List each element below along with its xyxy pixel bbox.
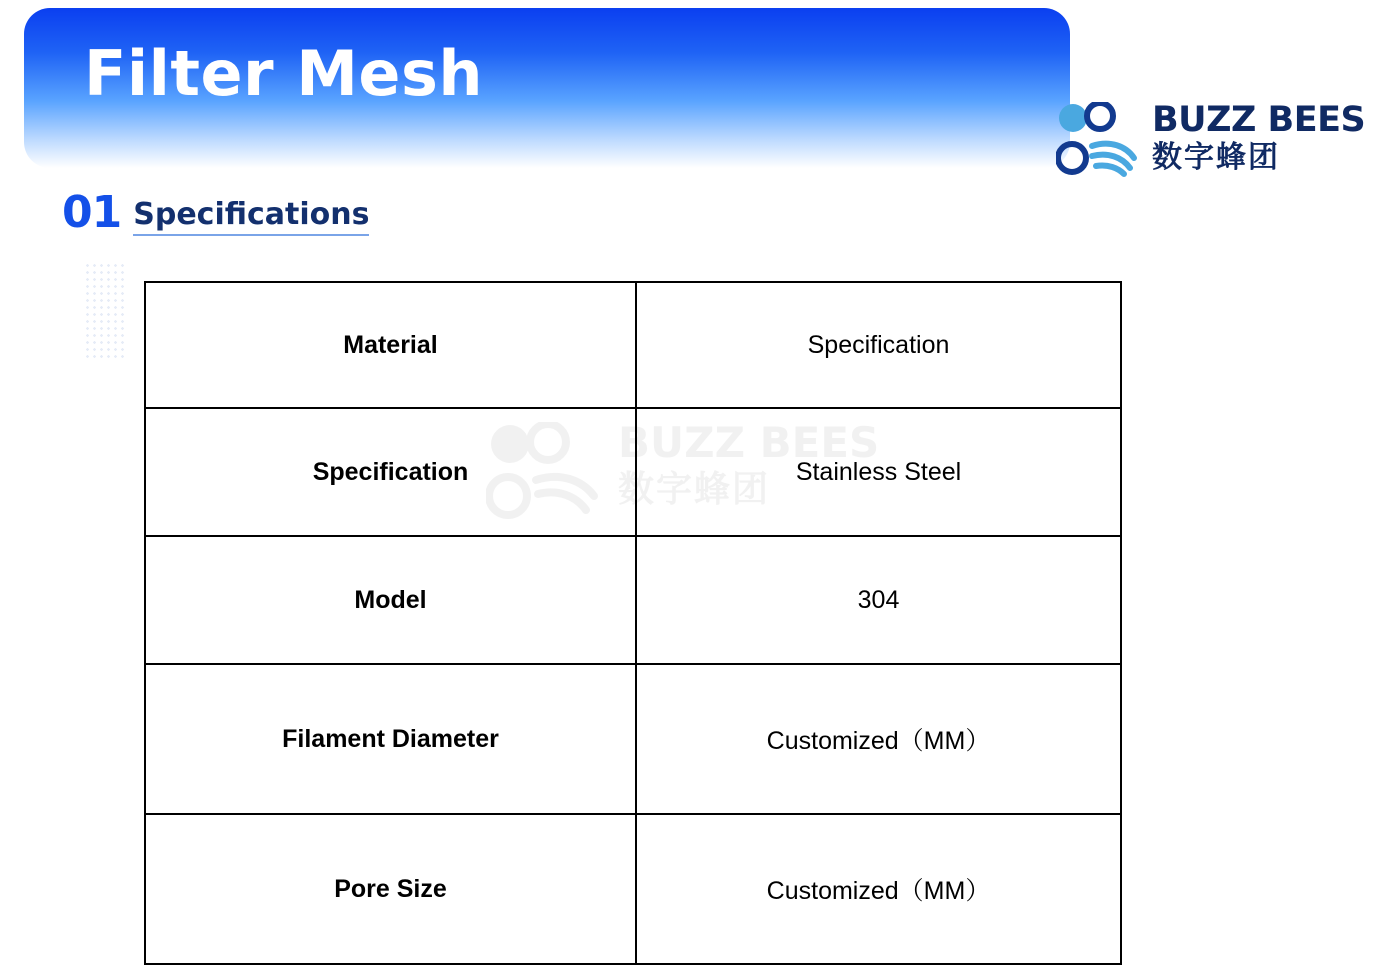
row-label-filament-diameter: Filament Diameter: [145, 664, 636, 814]
watermark-english-text: BUZZ BEES: [618, 418, 880, 467]
row-value-specification: Stainless Steel: [636, 408, 1121, 536]
section-heading: [62, 187, 370, 238]
logo-wordmark: [1152, 100, 1382, 176]
row-value-pore-size: Customized（MM）: [636, 814, 1121, 964]
table-row: [145, 536, 1121, 664]
page-header-banner: [24, 8, 1070, 168]
table-header-row: [145, 282, 1121, 408]
brand-logo: [1056, 100, 1386, 186]
decorative-dots: [84, 262, 124, 358]
row-label-model: Model: [145, 536, 636, 664]
watermark-chinese-text: 数字蜂团: [618, 469, 771, 510]
section-title: Specifications: [133, 198, 369, 236]
logo-chinese-text: 数字蜂团: [1152, 140, 1280, 175]
table-header-material: Material: [145, 282, 636, 408]
page-title: Filter Mesh: [84, 37, 483, 110]
specifications-table: [144, 281, 1122, 965]
bee-logo-icon: [1056, 102, 1142, 182]
row-label-pore-size: Pore Size: [145, 814, 636, 964]
table-row: [145, 664, 1121, 814]
row-label-specification: Specification: [145, 408, 636, 536]
row-value-model: 304: [636, 536, 1121, 664]
table-row: [145, 408, 1121, 536]
row-value-filament-diameter: Customized（MM）: [636, 664, 1121, 814]
section-number: 01: [62, 187, 122, 238]
table-header-specification: Specification: [636, 282, 1121, 408]
logo-english-text: BUZZ BEES: [1152, 100, 1366, 140]
table-row: [145, 814, 1121, 964]
